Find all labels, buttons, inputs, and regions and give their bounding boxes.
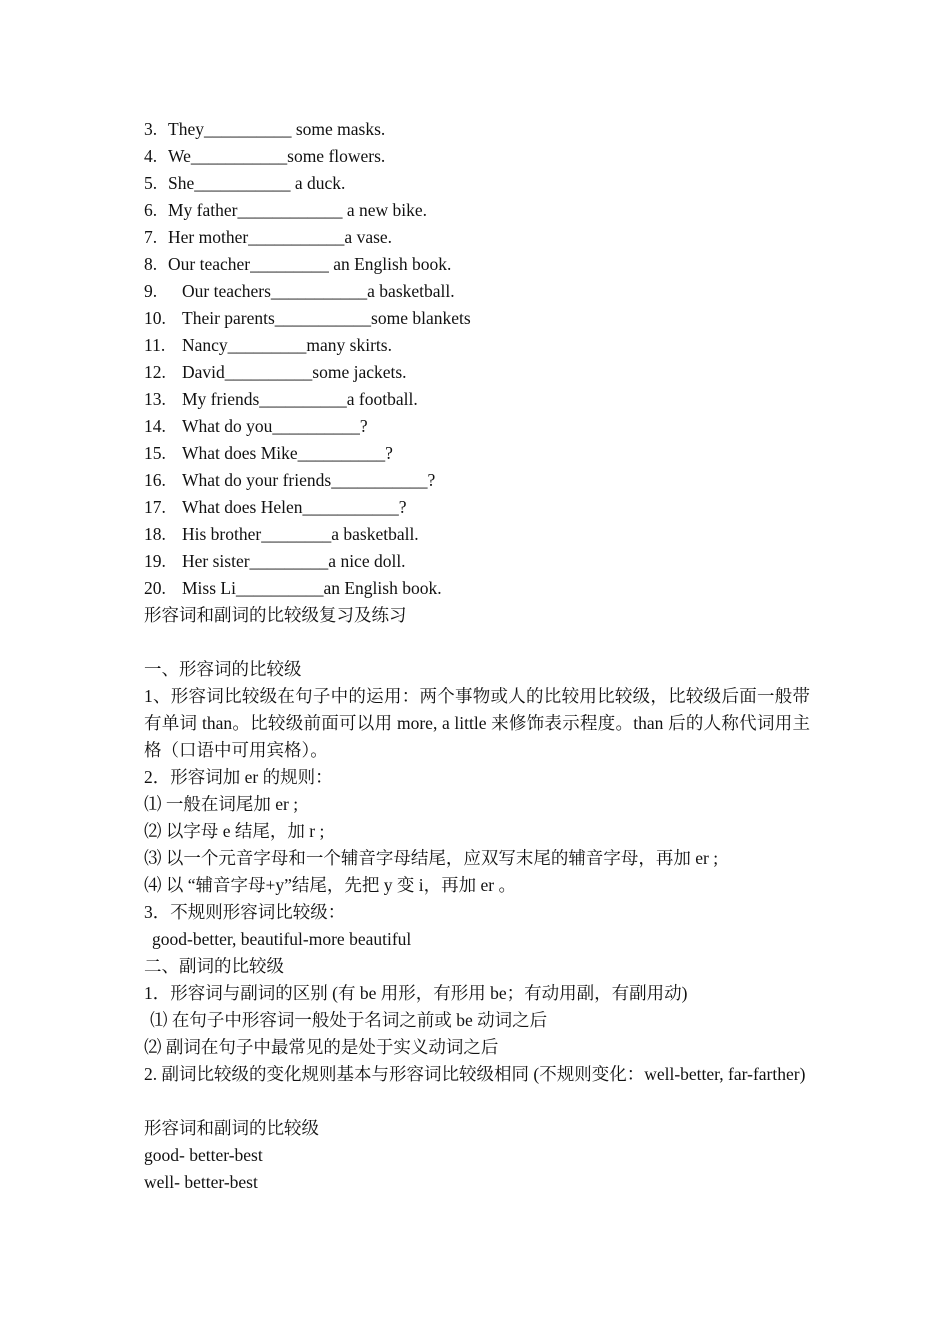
exercise-text: David__________some jackets. [182,362,407,382]
exercise-number: 5. [144,173,158,193]
exercise-number: 16. [144,470,166,490]
adjective-heading: 一、形容词的比较级 [144,659,302,679]
exercise-text: Her sister_________a nice doll. [182,551,406,571]
exercise-number: 11. [144,335,166,355]
adverb-comparative-rule: 2. 副词比较级的变化规则基本与形容词比较级相同 (不规则变化：well-better, far-farther) [144,1064,806,1084]
exercise-item [144,116,810,143]
adverb-heading: 二、副词的比较级 [144,956,284,976]
exercise-item [144,494,810,521]
exercise-number: 13. [144,389,166,409]
exercise-number: 20. [144,578,166,598]
exercise-item [144,224,810,251]
exercise-item [144,386,810,413]
adjective-usage-paragraph: 1、形容词比较级在句子中的运用：两个事物或人的比较用比较级，比较级后面一般带有单词 than。比较级前面可以用 more, a little 来修饰表示程度。than 后的人称代词用主格（口语中可用宾格）。 [144,686,810,760]
exercise-item [144,413,810,440]
comparative-form: good- better-best [144,1145,263,1165]
exercise-text: Nancy_________many skirts. [182,335,392,355]
exercise-text: My friends__________a football. [182,389,418,409]
exercise-text: They__________ some masks. [168,119,386,139]
adjective-rule: ⑴ 一般在词尾加 er ; [144,794,299,814]
exercise-item [144,521,810,548]
exercise-item [144,170,810,197]
adjective-rule: ⑷ 以 “辅音字母+y”结尾，先把 y 变 i，再加 er 。 [144,875,516,895]
exercise-text: What does Mike__________? [182,443,393,463]
exercise-text: She___________ a duck. [168,173,346,193]
exercise-number: 3. [144,119,158,139]
exercise-item [144,251,810,278]
spacer [144,629,810,656]
exercise-text: Our teacher_________ an English book. [168,254,452,274]
exercise-item [144,359,810,386]
exercise-number: 14. [144,416,166,436]
exercise-item [144,278,810,305]
exercise-item [144,548,810,575]
exercise-number: 19. [144,551,166,571]
exercise-list [144,116,810,602]
adjective-rule: ⑶ 以一个元音字母和一个辅音字母结尾，应双写末尾的辅音字母，再加 er ; [144,848,719,868]
exercise-number: 15. [144,443,166,463]
exercise-number: 17. [144,497,166,517]
adjective-rule: ⑵ 以字母 e 结尾，加 r ; [144,821,325,841]
exercise-item [144,332,810,359]
exercise-number: 18. [144,524,166,544]
exercise-number: 9. [144,281,158,301]
exercise-item [144,143,810,170]
exercise-text: We___________some flowers. [168,146,386,166]
exercise-number: 8. [144,254,158,274]
spacer [144,1088,810,1115]
irregular-heading: 3．不规则形容词比较级： [144,902,346,922]
exercise-text: What does Helen___________? [182,497,407,517]
exercise-item [144,440,810,467]
exercise-text: My father____________ a new bike. [168,200,428,220]
exercise-text: Their parents___________some blankets [182,308,471,328]
comparative-table-title: 形容词和副词的比较级 [144,1118,319,1138]
irregular-examples: good-better, beautiful-more beautiful [152,929,412,949]
exercise-text: His brother________a basketball. [182,524,419,544]
exercise-number: 7. [144,227,158,247]
exercise-number: 6. [144,200,158,220]
exercise-text: Our teachers___________a basketball. [182,281,455,301]
adverb-rule: ⑵ 副词在句子中最常见的是处于实义动词之后 [144,1037,499,1057]
exercise-text: Her mother___________a vase. [168,227,393,247]
exercise-item [144,197,810,224]
exercise-number: 10. [144,308,166,328]
adverb-difference: 1．形容词与副词的区别 (有 be 用形，有形用 be；有动用副，有副用动) [144,983,688,1003]
exercise-number: 12. [144,362,166,382]
adjective-rules-heading: 2．形容词加 er 的规则： [144,767,333,787]
exercise-text: Miss Li__________an English book. [182,578,442,598]
section-title: 形容词和副词的比较级复习及练习 [144,605,407,625]
exercise-item [144,467,810,494]
document-page [144,116,810,1196]
exercise-text: What do your friends___________? [182,470,436,490]
exercise-item [144,575,810,602]
adverb-rule: ⑴ 在句子中形容词一般处于名词之前或 be 动词之后 [150,1010,548,1030]
exercise-text: What do you__________? [182,416,368,436]
exercise-item [144,305,810,332]
exercise-number: 4. [144,146,158,166]
comparative-form: well- better-best [144,1172,258,1192]
